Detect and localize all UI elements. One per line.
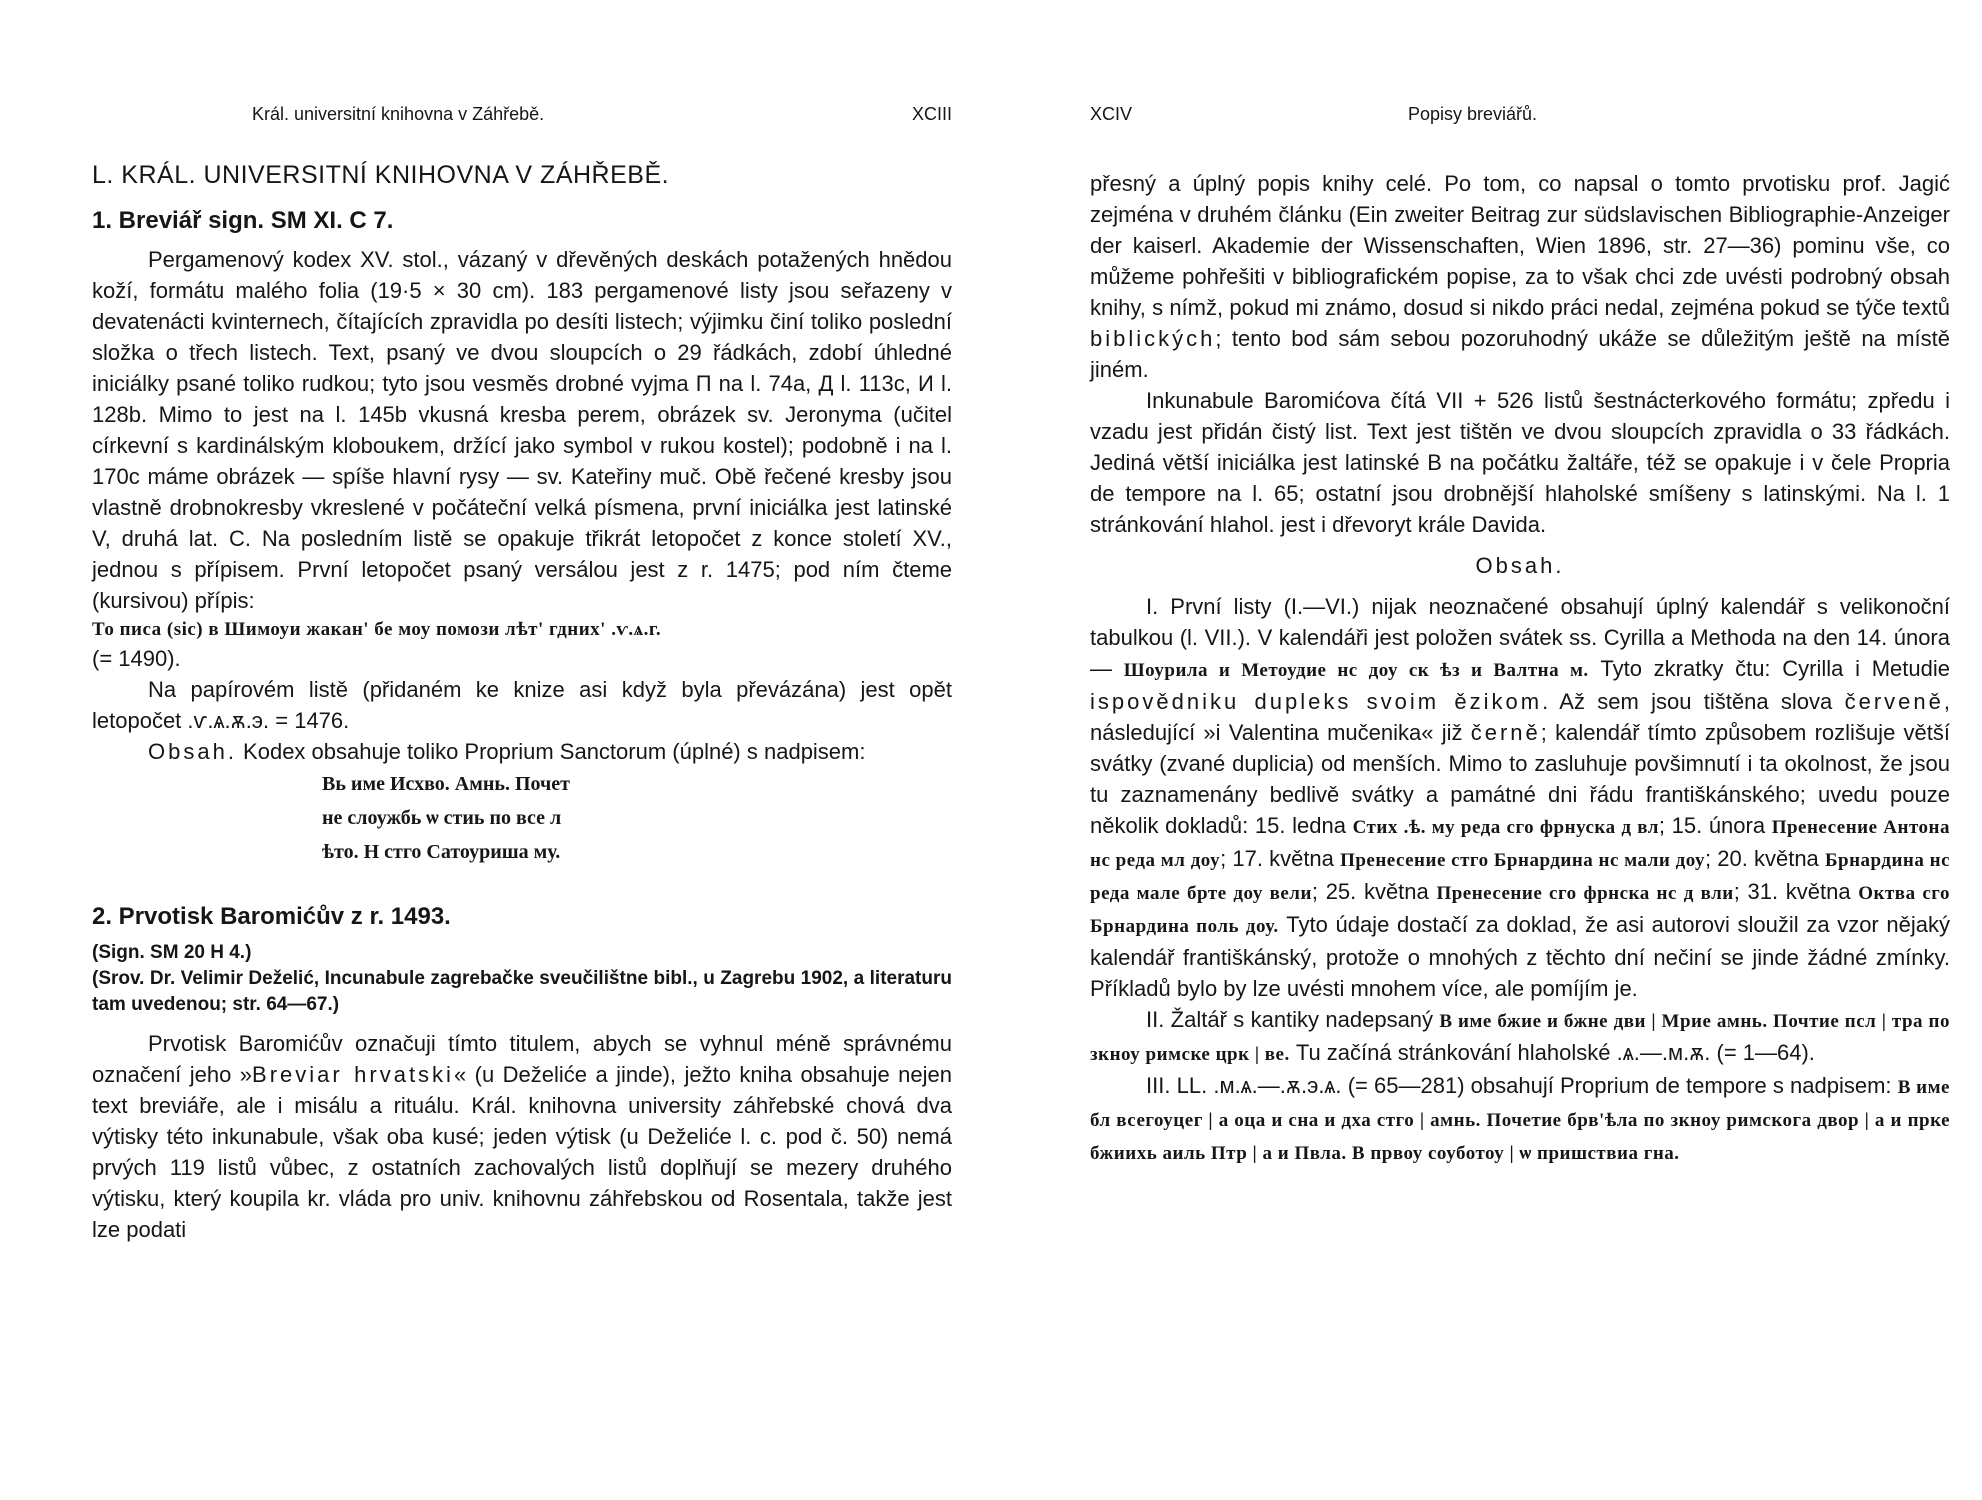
cyrillic-text: Шоурила и Метоудие нс доу ск ѣз и Валтна м. <box>1123 660 1589 681</box>
paragraph-text: Kodex obsahuje toliko Proprium Sanctorum (úplné) s nadpisem: <box>236 739 866 764</box>
cyrillic-inscription: То писа (sic) в Шимоуи жакан' бе моу помози лѣт' гдних' .ѵ.ѧ.г. <box>92 619 662 640</box>
spaced-heading: Obsah. <box>148 739 237 764</box>
paragraph <box>92 736 952 767</box>
cyrillic-text: В име бл всегоуцег | а оца и сна и дха стго | амнь. Почетие брв'ѣла по зкноу римскога двор | а и прке бжиихь аиль Птр | а и Пвла. В првоу соуботоу | ѡ пришствиа гна. <box>1090 1077 1950 1164</box>
cyrillic-text: Пренесение сго фрнска нс д вли <box>1436 883 1734 904</box>
contents-heading: Obsah. <box>1475 553 1565 578</box>
incipit-line: ѣто. Н стго Сатоуриша му. <box>322 841 561 863</box>
incipit-block <box>322 767 952 869</box>
right-page-body <box>1090 168 1950 1169</box>
paragraph: Na papírovém listě (přidaném ke knize asi když byla převázána) jest opět letopočet .ѵ.ѧ.ѫ.э. = 1476. <box>92 677 952 733</box>
spaced-text: biblických <box>1090 326 1216 351</box>
page-number: XCIII <box>911 104 952 124</box>
reference-note: (Srov. Dr. Velimir Deželić, Incunabule zagrebačke sveučilištne bibl., u Zagrebu 1902, a literaturu tam uvedenou; str. 64—67.) <box>92 968 952 1015</box>
spaced-text: černě <box>1470 720 1541 745</box>
running-head-title: Popisy breviářů. <box>1408 104 1538 124</box>
inscription-tail: (= 1490). <box>92 646 181 671</box>
item-title: 1. Breviář sign. SM XI. C 7. <box>92 207 394 234</box>
paragraph: Pergamenový kodex XV. stol., vázaný v dřevěných deskách potažených hnědou koží, formátu malého folia (19·5 × 30 cm). 183 pergamenové listy jsou seřazeny v devatenácti kvinternech, čítajících zpravidla po desíti listech; výjimku činí toliko poslední složka o třech listech. Text, psaný ve dvou sloupcích o 29 řádkách, zdobí úhledné iniciálky psané toliko rudkou; tyto jsou vesměs drobné vyjma П na l. 74a, Д l. 113c, И l. 128b. Mimo to jest na l. 145b vkusná kresba perem, obrázek sv. Jeronyma (učitel církevní s kardinálským kloboukem, držící jako symbol v rukou kostel); podobně i na l. 170c máme obrázek — spíše hlavní rysy — sv. Kateřiny muč. Obě řečené kresby jsou vlastně drobnokresby vkreslené v počáteční velká písmena, první iniciálka jest latinské V, druhá lat. C. Na posledním listě se opakuje třikrát letopočet z konce století XV., jednou s přípisem. První letopočet psaný versálou jest z r. 1475; pod ním čteme (kursivou) přípis: <box>92 247 952 613</box>
cyrillic-text: Октва сго Брнардина поль доу. <box>1090 883 1950 937</box>
cyrillic-text: Пренесение Антона нс реда мл доу <box>1090 817 1950 871</box>
incipit-line: не слоужбь ѡ стиь по все л <box>322 807 562 829</box>
cyrillic-text: В име бжие и бжне дви | Мрие амнь. Почтие псл | тра по зкноу римске црк | ве. <box>1090 1011 1950 1065</box>
paragraph: II. Žaltář s kantiky nadepsaný В име бжие и бжне дви | Мрие амнь. Почтие псл | тра по зкноу римске црк | ве. Tu začíná stránkování hlaholské .ѧ.—.м.ѫ. (= 1—64). <box>1090 1007 1950 1065</box>
left-page-body <box>92 160 952 1245</box>
inscription <box>92 616 952 643</box>
item-title: 2. Prvotisk Baromićův z r. 1493. <box>92 903 451 930</box>
paragraph: Prvotisk Baromićův označuji tímto titulem, abych se vyhnul méně správnému označení jeho »Breviar hrvatski« (u Deželiće a jinde), ježto kniha obsahuje nejen text breviáře, ale i misálu a rituálu. Král. knihovna university záhřebské chová dva výtisky této inkunabule, však oba kusé; jeden výtisk (u Deželiće l. c. pod č. 50) nemá prvých 119 listů vůbec, z ostatních zachovalých listů doplňují se mezery druhého výtisku, který koupila kr. vláda pro univ. knihovnu záhřebskou od Rosentala, takže jest lze podati <box>92 1031 953 1242</box>
cyrillic-text: Брнардина нс реда мале брте доу вели <box>1090 850 1951 904</box>
right-page <box>1090 0 1950 1500</box>
running-head-title: Král. universitní knihovna v Záhřebě. <box>252 104 545 124</box>
page-number: XCIV <box>1090 104 1133 124</box>
paragraph: III. LL. .м.ѧ.—.ѫ.э.ѧ. (= 65—281) obsahují Proprium de tempore s nadpisem: В име бл всегоуцег | а оца и сна и дха стго | амнь. Почетие брв'ѣла по зкноу римскога двор | а и прке бжиихь аиль Птр | а и Пвла. В првоу соуботоу | ѡ пришствиа гна. <box>1090 1073 1950 1164</box>
spaced-text: Breviar hrvatski <box>252 1062 454 1087</box>
paragraph: I. První listy (I.—VI.) nijak neoznačené obsahují úplný kalendář s velikonoční tabulkou (l. VII.). V kalendáři jest položen svátek ss. Cyrilla a Methoda na den 14. února — Шоурила и Метоудие нс доу ск ѣз и Валтна м. Tyto zkratky čtu: Cyrilla i Metudie ispovědniku dupleks svoim ězikom. Až sem jsou tištěna slova červeně, následující »i Valentina mučenika« již černě; kalendář tímto způsobem rozlišuje větší svátky (zvané duplicia) od menších. Mimo to zasluhuje povšimnutí i ta okolnost, že jsou tu zaznamenány bedlivě svátky a památné dni řádu františkánského; uvedu pouze několik dokladů: 15. ledna Стих .ѣ. му реда сго фрнуска д вл; 15. února Пренесение Антона нс реда мл доу; 17. května Пренесение стго Брнардина нс мали доу; 20. května Брнардина нс реда мале брте доу вели; 25. května Пренесение сго фрнска нс д вли; 31. května Октва сго Брнардина поль доу. Tyto údaje dostačí za doklad, že asi autorovi sloužil za vzor nějaký kalendář františkánský, protože o mnohých z těchto dní nečiní se jinde žádné zmínky. Příkladů bylo by lze uvésti mnohem více, ale pomíjím je. <box>1090 594 1951 1001</box>
left-page <box>92 0 952 1500</box>
paragraph: přesný a úplný popis knihy celé. Po tom, co napsal o tomto prvotisku prof. Jagić zejména v druhém článku (Ein zweiter Beitrag zur südslavischen Bibliographie-Anzeiger der kaiserl. Akademie der Wissenschaften, Wien 1896, str. 27—36) pominu vše, co můžeme pohřešiti v bibliografickém popise, za to však chci zde uvésti podrobný obsah knihy, s nímž, pokud mi známo, dosud si nikdo práci nedal, zejména pokud se týče textů biblických; tento bod sám sebou pozoruhodný ukáže se důležitým ještě na místě jiném. <box>1090 171 1950 382</box>
cyrillic-text: Пренесение стго Брнардина нс мали доу <box>1340 850 1705 871</box>
spaced-text: ispovědniku dupleks svoim ězikom <box>1090 689 1543 714</box>
incipit-line: Вь име Исхво. Амнь. Почет <box>322 773 570 795</box>
paragraph: Inkunabule Baromićova čítá VII + 526 listů šestnácterkového formátu; zpředu i vzadu jest přidán čistý list. Text jest tištěn ve dvou sloupcích zpravidla o 33 řádkách. Jediná větší iniciálka jest latinské B na počátku žaltáře, též se opakuje i v čele Propria de tempore na l. 65; ostatní jsou drobnější hlaholské smíšeny s latinskými. Na l. 1 stránkování hlahol. jest i dřevoryt krále Davida. <box>1090 388 1950 537</box>
cyrillic-text: Стих .ѣ. му реда сго фрнуска д вл <box>1352 817 1659 838</box>
running-head <box>1090 104 1950 134</box>
section-title: L. KRÁL. UNIVERSITNÍ KNIHOVNA V ZÁHŘEBĚ. <box>92 161 670 189</box>
signature: (Sign. SM 20 H 4.) <box>92 942 252 963</box>
running-head <box>92 104 952 134</box>
spaced-text: červeně <box>1844 689 1944 714</box>
